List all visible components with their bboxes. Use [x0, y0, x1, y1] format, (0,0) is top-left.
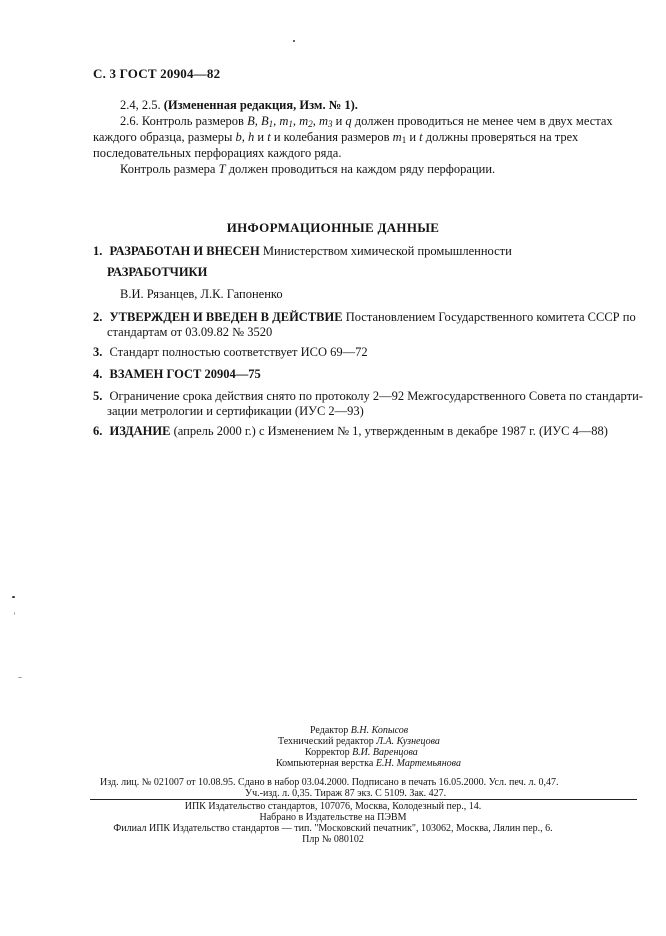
info-item-5-cont: зации метрологии и сертификации (ИУС 2—93) — [107, 404, 364, 418]
imprint-line-3: ИПК Издательство стандартов, 107076, Москва, Колодезный пер., 14. — [184, 801, 482, 812]
developers-names: В.И. Рязанцев, Л.К. Гапоненко — [120, 287, 283, 301]
info-item-1 — [93, 243, 512, 259]
item-number: 2. — [93, 310, 103, 324]
credit-tech-editor — [278, 736, 440, 748]
info-item-6 — [93, 423, 608, 439]
item-text: Постановлением Государственного комитета СССР по — [345, 310, 636, 324]
imprint-line-2: Уч.-изд. л. 0,35. Тираж 87 экз. С 5109. Зак. 427. — [245, 788, 447, 799]
imprint-line-6: Плр № 080102 — [302, 834, 364, 845]
scan-speck — [12, 596, 15, 598]
item-heading: РАЗРАБОТАН И ВНЕСЕН — [109, 244, 260, 258]
imprint-line-5: Филиал ИПК Издательство стандартов — тип. "Московский печатник", 103062, Москва, Лялин пер., 6. — [113, 823, 553, 834]
item-number: 5. — [93, 389, 103, 403]
credit-corrector — [305, 747, 418, 759]
credit-label: Редактор — [310, 725, 349, 736]
imprint-divider — [90, 799, 637, 800]
credit-name: В.И. Варенцова — [352, 747, 418, 758]
clause-number: 2.4, 2.5. — [120, 98, 161, 112]
clause-t-control — [120, 161, 495, 177]
item-text: Ограничение срока действия снято по протоколу 2—92 Межгосударственного Совета по стандарти- — [109, 389, 643, 403]
credit-label: Компьютерная верстка — [276, 758, 374, 769]
credit-name: В.Н. Копысов — [350, 725, 409, 736]
item-heading: УТВЕРЖДЕН И ВВЕДЕН В ДЕЙСТВИЕ — [109, 310, 343, 324]
item-number: 4. — [93, 367, 103, 381]
info-title: ИНФОРМАЦИОННЫЕ ДАННЫЕ — [226, 220, 440, 235]
clause-2-6-line2-text: каждого образца, размеры — [93, 130, 233, 144]
scan-speck — [14, 612, 15, 615]
clause-2-6-line3: последовательных перфорациях каждого ряда. — [93, 146, 342, 160]
clause-t-text-b: должен проводиться на каждом ряду перфорации. — [228, 162, 496, 176]
item-heading: ИЗДАНИЕ — [109, 424, 171, 438]
info-item-3 — [93, 344, 368, 360]
item-text: (апрель 2000 г.) с Изменением № 1, утвержденным в декабре 1987 г. (ИУС 4—88) — [173, 424, 608, 438]
clause-2-6-line1: 2.6. Контроль размеров B, $B_1$, $m_1$, $m_2$, $m_3$ и q должен проводиться не менее чем в двух местах — [120, 114, 613, 129]
credit-label: Корректор — [305, 747, 350, 758]
developers-label: РАЗРАБОТЧИКИ — [107, 265, 208, 279]
clause-2-6-text-rest: должен проводиться не менее чем в двух местах — [354, 114, 613, 128]
credit-layout — [276, 758, 461, 770]
clause-2-6-text: 2.6. Контроль размеров — [120, 114, 244, 128]
clause-2-6-line2-end: должны проверяться на трех — [425, 130, 579, 144]
clause-2-6-line2-mid: и колебания размеров — [273, 130, 390, 144]
credit-name: Е.Н. Мартемьянова — [375, 758, 461, 769]
info-item-5 — [93, 388, 643, 404]
scan-speck — [293, 40, 295, 42]
imprint-line-4: Набрано в Издательстве на ПЭВМ — [259, 812, 407, 823]
credit-editor — [310, 725, 408, 737]
item-text: Стандарт полностью соответствует ИСО 69—72 — [109, 345, 368, 359]
clause-t-text-a: Контроль размера — [120, 162, 216, 176]
info-item-4 — [93, 366, 261, 382]
item-number: 1. — [93, 244, 103, 258]
credit-name: Л.А. Кузнецова — [376, 736, 440, 747]
item-text: Министерством химической промышленности — [262, 244, 512, 258]
page-header: С. 3 ГОСТ 20904—82 — [93, 66, 221, 81]
item-heading: ВЗАМЕН ГОСТ 20904—75 — [109, 367, 261, 381]
clause-2-6-line2: каждого образца, размеры b, h и t и колебания размеров $m_1$ и t должны проверяться на трех — [93, 130, 579, 145]
item-number: 3. — [93, 345, 103, 359]
clause-2-4-2-5 — [120, 97, 358, 113]
clause-t-var: T — [218, 162, 226, 176]
imprint-line-1: Изд. лиц. № 021007 от 10.08.95. Сдано в набор 03.04.2000. Подписано в печать 16.05.2000. Усл. печ. л. 0,47. — [100, 777, 559, 788]
scan-speck — [18, 677, 22, 678]
clause-text: (Измененная редакция, Изм. № 1). — [163, 98, 358, 112]
info-item-2 — [93, 309, 636, 325]
credit-label: Технический редактор — [278, 736, 374, 747]
item-number: 6. — [93, 424, 103, 438]
info-item-2-cont: стандартам от 03.09.82 № 3520 — [107, 325, 273, 339]
